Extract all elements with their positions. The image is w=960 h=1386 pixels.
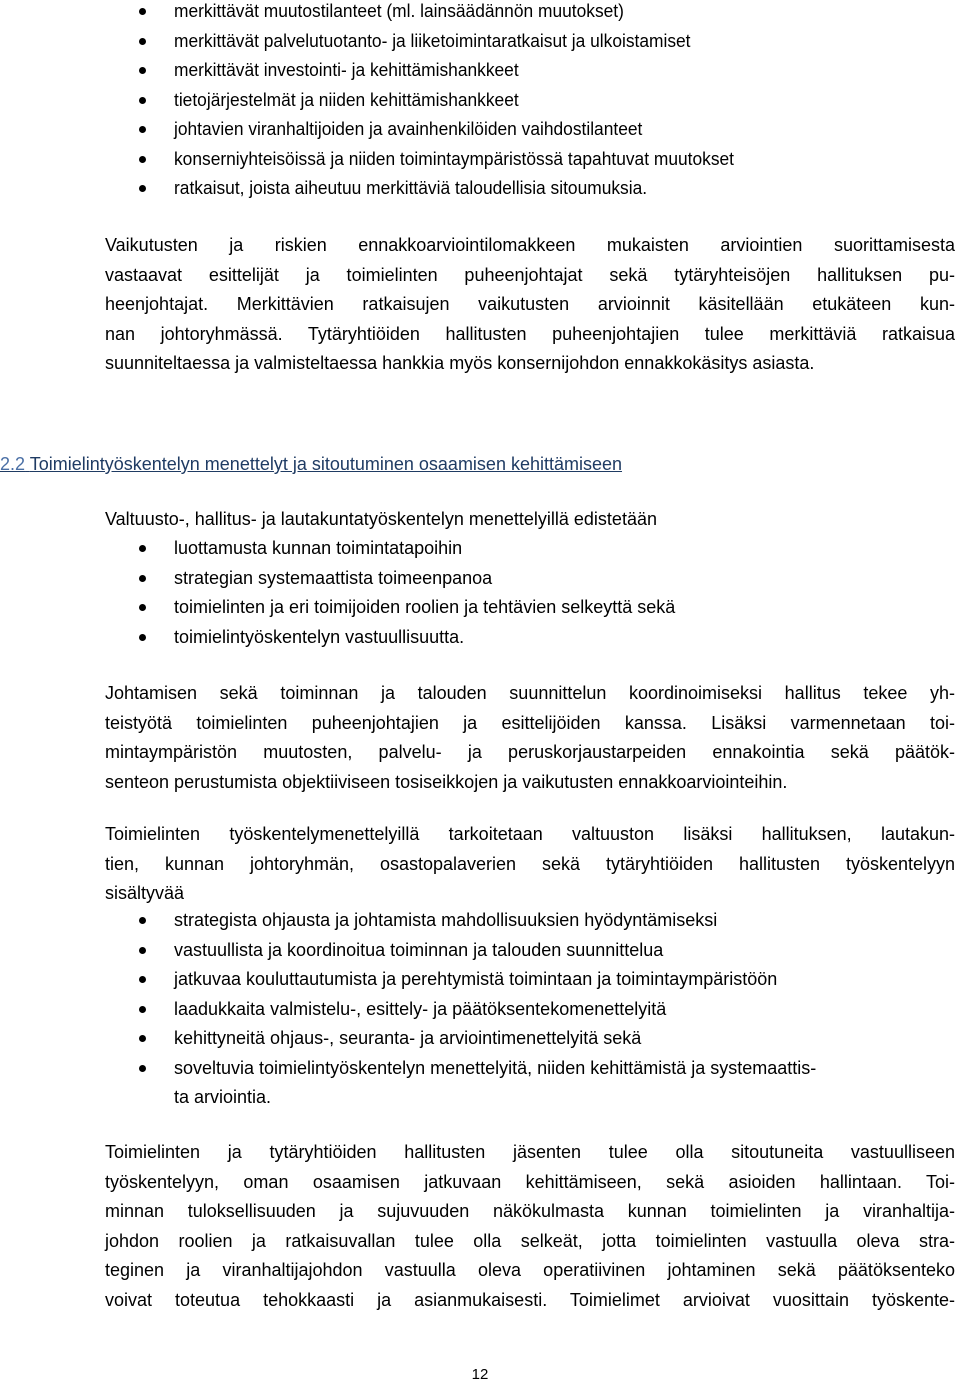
bullet-icon xyxy=(139,575,146,582)
section-title: Toimielintyöskentelyn menettelyt ja sitoutuminen osaamisen kehittämiseen xyxy=(29,454,623,474)
list-item: kehittyneitä ohjaus-, seuranta- ja arviointimenettelyitä sekä xyxy=(0,1024,816,1054)
list-item: strategista ohjausta ja johtamista mahdollisuuksien hyödyntämiseksi xyxy=(0,906,816,936)
page-number: 12 xyxy=(471,1366,489,1383)
bullet-icon xyxy=(139,1035,146,1042)
list-item: konserniyhteisöissä ja niiden toimintaympäristössä tapahtuvat muutokset xyxy=(0,145,754,175)
bullet-icon xyxy=(139,634,146,641)
paragraph-risk-assessment: Vaikutusten ja riskien ennakkoarviointilomakkeen mukaisten arviointien suorittamisesta vastaavat esittelijät ja toimielinten puheenjohtajat sekä tytäryhteisöjen hallituksen pu- heenjohtajat. Merkittävien ratkaisujen vaikutusten arvioinnit käsitellään etukäteen kun- nan johtoryhmässä. Tytäryhtiöiden hallitusten puheenjohtajien tulee merkittäviä ratkaisua suunniteltaessa ja valmisteltaessa hankkia myös konsernijohdon ennakkokäsitys asiasta. xyxy=(105,235,955,373)
bullet-icon xyxy=(139,604,146,611)
bullet-icon xyxy=(139,1006,146,1013)
list-item: strategian systemaattista toimeenpanoa xyxy=(0,564,675,594)
bullet-icon xyxy=(139,185,146,192)
list-item: laadukkaita valmistelu-, esittely- ja päätöksentekomenettelyitä xyxy=(0,995,816,1025)
list-item: tietojärjestelmät ja niiden kehittämishankkeet xyxy=(0,86,754,116)
bullet-icon xyxy=(139,917,146,924)
bullet-icon xyxy=(139,976,146,983)
list-item: merkittävät investointi- ja kehittämishankkeet xyxy=(0,56,754,86)
list-item: johtavien viranhaltijoiden ja avainhenkilöiden vaihdostilanteet xyxy=(0,115,754,145)
list-item: toimielintyöskentelyn vastuullisuutta. xyxy=(0,623,675,653)
list-item: vastuullista ja koordinoitua toiminnan ja talouden suunnittelua xyxy=(0,936,816,966)
list-item: luottamusta kunnan toimintatapoihin xyxy=(0,534,675,564)
list-item: toimielinten ja eri toimijoiden roolien ja tehtävien selkeyttä sekä xyxy=(0,593,675,623)
bullet-icon xyxy=(139,97,146,104)
bullet-icon xyxy=(139,67,146,74)
paragraph-coordination: Johtamisen sekä toiminnan ja talouden suunnittelun koordinoimiseksi hallitus tekee yh- teistyötä toimielinten puheenjohtajien ja esittelijöiden kanssa. Lisäksi varmennetaan toi- mintaympäristön muutosten, palvelu- ja peruskorjaustarpeiden ennakointia sekä päätök- senteon perustumista objektiiviseen tosiseikkojen ja vaikutusten ennakkoarviointeihin. xyxy=(105,683,955,792)
paragraph-working-methods: Toimielinten työskentelymenettelyillä tarkoitetaan valtuuston lisäksi hallituksen, lautakun- tien, kunnan johtoryhmän, osastopalaverien sekä tytäryhtiöiden hallitusten työskentelyyn sisältyvää xyxy=(105,824,955,903)
bullet-icon xyxy=(139,545,146,552)
list-item: merkittävät palvelutuotanto- ja liiketoimintaratkaisut ja ulkoistamiset xyxy=(0,27,754,57)
bullet-icon xyxy=(139,156,146,163)
paragraph-intro: Valtuusto-, hallitus- ja lautakuntatyöskentelyn menettelyillä edistetään xyxy=(105,509,657,529)
list-item: merkittävät muutostilanteet (ml. lainsäädännön muutokset) xyxy=(0,0,754,27)
bullet-list-contents xyxy=(0,906,816,1113)
bullet-icon xyxy=(139,38,146,45)
section-number: 2.2 xyxy=(0,454,26,474)
bullet-list-procedures xyxy=(0,534,675,652)
list-item: ratkaisut, joista aiheutuu merkittäviä taloudellisia sitoumuksia. xyxy=(0,174,754,204)
bullet-icon xyxy=(139,8,146,15)
list-item: soveltuvia toimielintyöskentelyn menettelyitä, niiden kehittämistä ja systemaattis- ta arviointia. xyxy=(0,1054,816,1113)
bullet-icon xyxy=(139,947,146,954)
paragraph-commitment: Toimielinten ja tytäryhtiöiden hallitusten jäsenten tulee olla sitoutuneita vastuulliseen työskentelyyn, oman osaamisen jatkuvaan kehittämiseen, sekä asioiden hallintaan. Toi- minnan tuloksellisuuden ja sujuvuuden näkökulmasta kunnan toimielinten ja viranhaltija- johdon roolien ja ratkaisuvallan tulee olla selkeät, jotta toimielinten vastuulla oleva stra- teginen ja viranhaltijajohdon vastuulla oleva operatiivinen johtaminen sekä päätöksenteko voivat toteutua tehokkaasti ja asianmukaisesti. Toimielimet arvioivat vuosittain työskente- xyxy=(105,1142,955,1310)
bullet-icon xyxy=(139,126,146,133)
bullet-icon xyxy=(139,1065,146,1072)
list-item: jatkuvaa kouluttautumista ja perehtymistä toimintaan ja toimintaympäristöön xyxy=(0,965,816,995)
bullet-list-top xyxy=(0,0,754,204)
